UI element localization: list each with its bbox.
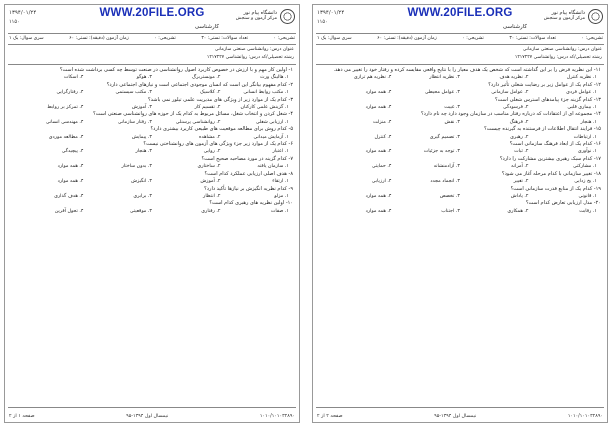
answer-option: ۴. همه موارد — [57, 164, 84, 170]
answer-option: ۳. موقعیتی — [129, 208, 152, 214]
answer-option: ۴. تمرکز بر روابط — [47, 105, 84, 111]
answer-option: ۱. هنجار — [580, 119, 597, 125]
degree-level: کارشناسی — [502, 24, 527, 30]
answer-option: ۴. همه موارد — [365, 193, 392, 199]
answer-option: ۱. یخ زدایی — [574, 179, 597, 185]
question-text: ۴- شغل کردن و انتخاب شغل، مسائل مربوط به کدام یک از حوزه های روانشناسی صنعتی است؟ — [93, 111, 293, 118]
answer-option: ۴. ارزیابی — [371, 179, 392, 185]
exam-date: ۱۳۹۴/۰۱/۲۴ — [317, 10, 345, 16]
answer-option: ۴. اسکات — [63, 75, 84, 81]
answer-option: ۱. بیماری قلبی — [567, 105, 597, 111]
answer-option: ۲. فرهنگ — [509, 119, 529, 125]
answer-option: ۳. نقش — [444, 119, 460, 125]
answer-option: ۲. فرسودگی — [503, 105, 529, 111]
answer-options — [323, 104, 597, 111]
answer-option: ۲. تقسیم کار — [194, 105, 221, 111]
answer-option: ۱. گزینش علمی کارکنان — [240, 105, 289, 111]
answer-option: ۴. رفتارگرایی — [56, 90, 84, 96]
answer-option: ۲. نظریه هدف — [499, 75, 529, 81]
answer-option: ۱. نوآوری — [577, 149, 597, 155]
question-text: ۱۵- فرایند انتقال اطلاعات از فرستنده به گیرنده چیست؟ — [484, 126, 601, 133]
answer-option: ۴. حمایتی — [371, 164, 392, 170]
answer-option: ۴. همه موارد — [365, 208, 392, 214]
question-text: ۷- کدام گزینه در مورد مصاحبه صحیح است؟ — [201, 155, 293, 162]
question-text: ۱۲- کدام یک از عوامل زیر بر رضایت شغلی تأثیر دارد؟ — [488, 81, 601, 88]
answer-option: ۳. پیمایش — [131, 134, 152, 140]
answer-option: ۲. مشاهده — [199, 134, 221, 140]
question-text: ۱۴- مجموعه ای از اعتقادات که درباره رفتار مناسب در سازمان وجود دارد چه نام دارد؟ — [420, 111, 601, 118]
field-code: رشته تحصیلی/کد درس: روانشناسی ۱۲۱۷۲۲۷ — [206, 55, 294, 60]
answer-option: ۱. سازمان یافته — [257, 164, 289, 170]
answer-option: ۳. آزادمنشانه — [433, 164, 460, 170]
answer-option: ۳. رفتار سازمانی — [117, 119, 152, 125]
answer-option: ۱. مشارکتی — [573, 164, 597, 170]
answer-option: ۲. کلاسیک — [199, 90, 221, 96]
answer-option: ۳. اجتناب — [441, 208, 460, 214]
answer-option: ۳. مکتب سیستمی — [115, 90, 152, 96]
answer-options — [323, 178, 597, 185]
answer-option: ۱. صفات — [270, 208, 289, 214]
answer-option: ۲. ساختاری — [197, 164, 221, 170]
answer-options — [323, 193, 597, 200]
answer-options — [323, 163, 597, 170]
question-text: ۶- کدام یک از موارد زیر جزء ویژگی های آزمون های روانشناختی نیست؟ — [143, 141, 293, 148]
question-text: ۳- کدام یک از موارد زیر از ویژگی های مدیریت علمی تیلور نمی باشد؟ — [148, 96, 293, 103]
answer-option: ۴. هدف گذاری — [54, 193, 84, 199]
answer-option: ۳. انگیزش — [131, 179, 152, 185]
divider — [316, 33, 604, 34]
divider — [316, 44, 604, 45]
answer-options — [15, 89, 289, 96]
field-code: رشته تحصیلی/کد درس: روانشناسی ۱۲۱۷۲۲۷ — [514, 55, 602, 60]
answer-option: ۲. روانشناسی پرسنلی — [175, 119, 221, 125]
answer-option: ۱. ارزیابی شغلی — [255, 119, 289, 125]
answer-option: ۳. غیبت — [444, 105, 460, 111]
course-title: عنوان درس: روانشناسی صنعتی سازمانی — [214, 47, 294, 52]
question-list — [9, 67, 295, 405]
answer-option: ۴. همه موارد — [365, 90, 392, 96]
answer-option: ۳. بدون ساختار — [121, 164, 152, 170]
site-watermark: WWW.20FILE.ORG — [99, 7, 205, 19]
answer-option: ۴. منزلت — [373, 119, 392, 125]
answer-option: ۱. رقابت — [579, 208, 597, 214]
question-text: ۱۷- کدام سبک رهبری بیشترین مشارکت را دارد؟ — [499, 155, 601, 162]
answer-options — [323, 89, 597, 96]
answer-option: ۱. هالینگ ورث — [260, 75, 289, 81]
answer-option: ۱. مکتب روابط انسانی — [243, 90, 289, 96]
answer-option: ۲. آموزش — [200, 179, 221, 185]
question-text: ۱۹- کدام یک از منابع قدرت سازمانی است؟ — [510, 185, 601, 192]
question-text: ۲- کدام مفهوم بیانگر این است که انسان موجودی اجتماعی است و نیازهای اجتماعی دارد؟ — [106, 81, 293, 88]
exam-date: ۱۳۹۴/۰۱/۲۴ — [9, 10, 37, 16]
answer-option: ۲. رفتاری — [201, 208, 221, 214]
question-text: ۱۶- کدام یک از ابعاد فرهنگ سازمانی است؟ — [509, 141, 601, 148]
exam-code: ۱۱۵۰ — [9, 19, 20, 25]
exam-info-row: تشریحی: ۰ تعداد سوالات: تستی: ۳۰ تشریحی: ۰ زمان آزمون (دقیقه): تستی: ۶۰ سری سوال: یک ۱ — [317, 36, 603, 41]
answer-options — [323, 148, 597, 155]
answer-options — [15, 178, 289, 185]
answer-option: ۴. نظریه هم ترازی — [353, 75, 392, 81]
question-text: ۵- کدام روش برای مطالعه موقعیت های طبیعی کاربرد بیشتری دارد؟ — [150, 126, 293, 133]
answer-options — [15, 119, 289, 126]
university-logo-icon — [588, 9, 603, 24]
answer-option: ۲. عوامل سازمانی — [491, 90, 529, 96]
answer-option: ۴. مطالعه موردی — [48, 134, 84, 140]
exam-page-left — [4, 4, 300, 423]
university-name: دانشگاه پیام نور مرکز آزمون و سنجش — [543, 10, 585, 21]
answer-option: ۳. نظریه انتظار — [429, 75, 460, 81]
answer-option: ۳. برابری — [133, 193, 152, 199]
question-text: ۱- اولین کار مهم و با ارزش در خصوص کاربرد اصول روانشناسی در صنعت توسط چه کسی برداشت شده است؟ — [59, 67, 293, 73]
answer-option: ۱. قانونی — [578, 193, 597, 199]
answer-option: ۴. همه موارد — [57, 179, 84, 185]
divider — [316, 407, 604, 408]
answer-option: ۳. هنجار — [135, 149, 152, 155]
answer-option: ۳. توجه به جزئیات — [423, 149, 460, 155]
question-text: ۱۰- اولین نظریه های رهبری کدام است؟ — [209, 200, 293, 207]
answer-option: ۳. تخصص — [439, 193, 460, 199]
degree-level: کارشناسی — [194, 24, 219, 30]
question-text: ۲۰- مدل ارزیابی تعارض کدام است؟ — [525, 200, 601, 207]
exam-info-row: تشریحی: ۰ تعداد سوالات: تستی: ۳۰ تشریحی: ۰ زمان آزمون (دقیقه): تستی: ۶۰ سری سوال: یک ۱ — [9, 36, 295, 41]
answer-option: ۱. عوامل فردی — [566, 90, 597, 96]
answer-options — [15, 104, 289, 111]
page-footer: صفحه ۱ از ۲ نیمسال اول ۱۳۹۴-۹۵ ۱۰۱۰/۱۰۱۰۳۲۸۹۰ — [9, 414, 295, 419]
answer-option: ۴. کنترل — [374, 134, 392, 140]
answer-option: ۳. هوگو — [136, 75, 152, 81]
answer-options — [323, 134, 597, 141]
answer-options — [15, 148, 289, 155]
answer-option: ۱. ارتقاء — [272, 179, 289, 185]
question-text: ۱۳- کدام گزینه جزء پیامدهای استرس شغلی است؟ — [494, 96, 601, 103]
answer-option: ۴. همه موارد — [365, 105, 392, 111]
answer-option: ۲. همکاری — [507, 208, 529, 214]
question-text: ۸- هدف اصلی ارزیابی عملکرد کدام است؟ — [204, 170, 293, 177]
answer-option: ۴. پیچیدگی — [61, 149, 84, 155]
answer-option: ۱. ارتباطات — [573, 134, 597, 140]
answer-option: ۱. آزمایش میدانی — [253, 134, 289, 140]
site-watermark: WWW.20FILE.ORG — [407, 7, 513, 19]
answer-option: ۴. تحول آفرین — [54, 208, 84, 214]
answer-options — [15, 208, 289, 215]
question-text: ۱۸- تغییر سازمانی با کدام مرحله آغاز می شود؟ — [501, 170, 601, 177]
university-name: دانشگاه پیام نور مرکز آزمون و سنجش — [235, 10, 277, 21]
answer-option: ۲. ثبات — [514, 149, 529, 155]
answer-option: ۴. همه موارد — [365, 149, 392, 155]
answer-option: ۲. آمرانه — [511, 164, 529, 170]
answer-option: ۱. نظریه کنترل — [566, 75, 597, 81]
divider — [316, 64, 604, 65]
divider — [8, 64, 296, 65]
answer-option: ۲. رهبری — [510, 134, 529, 140]
answer-option: ۲. مونستربرگ — [191, 75, 221, 81]
answer-option: ۳. انجماد مجدد — [430, 179, 460, 185]
question-text: ۱۱- این نظریه فرض را بر این گذاشته است که شخص یک هدف معیار را با نتایج واقعی مقایسه کرده و رفتار خود را تغییر می دهد. — [333, 67, 601, 73]
exam-page-right — [312, 4, 608, 423]
answer-option: ۲. تغییر — [513, 179, 529, 185]
answer-options — [15, 74, 289, 81]
divider — [8, 44, 296, 45]
answer-option: ۲. انتظار — [203, 193, 221, 199]
answer-options — [15, 163, 289, 170]
answer-option: ۱. اعتبار — [272, 149, 289, 155]
answer-option: ۳. تصمیم گیری — [429, 134, 460, 140]
answer-option: ۱. مزلو — [274, 193, 289, 199]
exam-code: ۱۱۵۰ — [317, 19, 328, 25]
page-footer: صفحه ۲ از ۲ نیمسال اول ۱۳۹۴-۹۵ ۱۰۱۰/۱۰۱۰۳۲۸۹۰ — [317, 414, 603, 419]
answer-options — [15, 134, 289, 141]
answer-options — [323, 208, 597, 215]
answer-option: ۲. پاداش — [510, 193, 529, 199]
university-logo-icon — [280, 9, 295, 24]
answer-options — [323, 74, 597, 81]
question-list — [317, 67, 603, 405]
question-text: ۹- کدام نظریه انگیزش بر نیازها تأکید دارد؟ — [204, 185, 293, 192]
course-title: عنوان درس: روانشناسی صنعتی سازمانی — [522, 47, 602, 52]
answer-option: ۳. آموزش — [131, 105, 152, 111]
answer-options — [15, 193, 289, 200]
answer-option: ۲. روایی — [203, 149, 221, 155]
answer-option: ۴. مهندسی انسانی — [45, 119, 84, 125]
divider — [8, 33, 296, 34]
divider — [8, 407, 296, 408]
answer-option: ۳. عوامل محیطی — [424, 90, 460, 96]
